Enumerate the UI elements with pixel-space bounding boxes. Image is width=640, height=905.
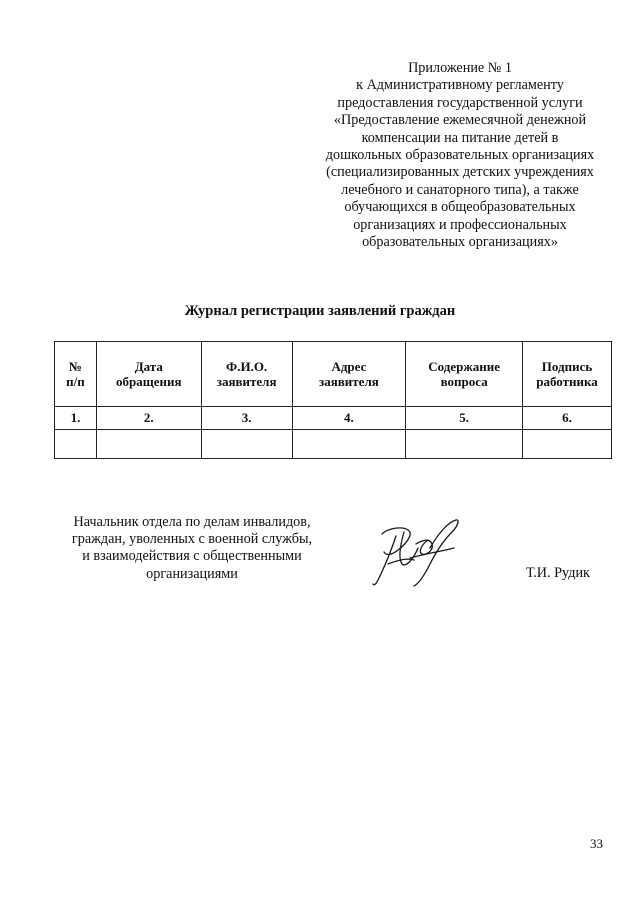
header-name: Ф.И.О. заявителя	[201, 342, 292, 407]
header-date: Дата обращения	[96, 342, 201, 407]
header-address: Адрес заявителя	[292, 342, 406, 407]
journal-table	[54, 341, 612, 459]
signer-name: Т.И. Рудик	[526, 565, 590, 581]
signer-position-line: Начальник отдела по делам инвалидов,	[73, 514, 311, 530]
handwritten-signature	[368, 514, 464, 592]
appendix-line: дошкольных образовательных организациях	[325, 147, 595, 164]
journal-title: Журнал регистрации заявлений граждан	[184, 303, 456, 319]
appendix-header	[310, 60, 610, 251]
empty-row	[55, 430, 612, 459]
column-number: 2.	[96, 407, 201, 430]
appendix-line: (специализированных детских учреждениях	[326, 164, 594, 181]
appendix-line: к Административному регламенту	[356, 77, 564, 94]
empty-cell	[292, 430, 406, 459]
signer-position	[58, 514, 326, 583]
empty-cell	[523, 430, 612, 459]
signer-position-line: и взаимодействия с общественными	[82, 548, 302, 565]
appendix-line: образовательных организациях»	[362, 234, 558, 251]
column-number: 6.	[523, 407, 612, 430]
appendix-line: компенсации на питание детей в	[361, 129, 559, 146]
column-number: 3.	[201, 407, 292, 430]
appendix-line: Приложение № 1	[408, 60, 512, 76]
appendix-line: лечебного и санаторного типа), а также	[341, 181, 579, 198]
column-number-row	[55, 407, 612, 430]
empty-cell	[55, 430, 97, 459]
empty-cell	[406, 430, 523, 459]
appendix-line: «Предоставление ежемесячной денежной	[333, 112, 587, 129]
signer-position-line: организациями	[146, 565, 238, 582]
empty-cell	[201, 430, 292, 459]
page-number: 33	[590, 836, 603, 851]
column-number: 5.	[406, 407, 523, 430]
signer-position-line: граждан, уволенных с военной службы,	[71, 531, 313, 548]
appendix-line: обучающихся в общеобразовательных	[344, 199, 576, 216]
empty-cell	[96, 430, 201, 459]
header-number: № п/п	[55, 342, 97, 407]
table-header-row	[55, 342, 612, 407]
appendix-line: организациях и профессиональных	[353, 216, 567, 233]
header-signature: Подпись работника	[523, 342, 612, 407]
header-content: Содержание вопроса	[406, 342, 523, 407]
appendix-line: предоставления государственной услуги	[337, 94, 583, 111]
column-number: 4.	[292, 407, 406, 430]
column-number: 1.	[55, 407, 97, 430]
